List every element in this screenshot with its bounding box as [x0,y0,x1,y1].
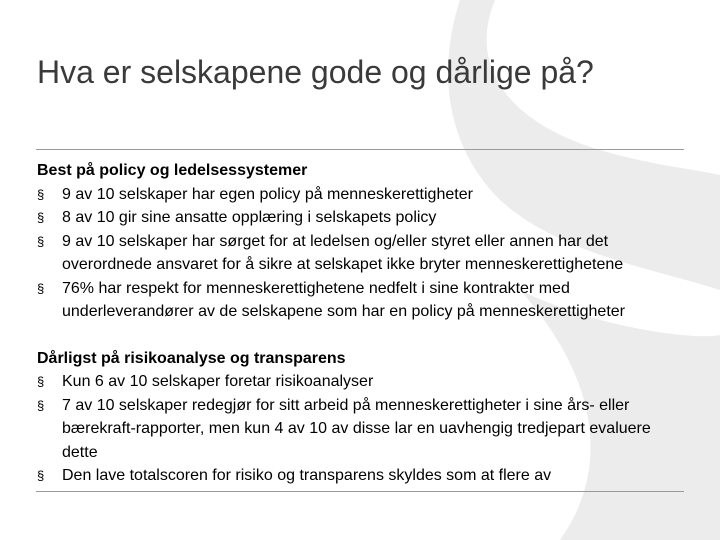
slide-body [37,159,687,488]
list-item: § 8 av 10 gir sine ansatte opplæring i selskapets policy [37,206,687,230]
list-item: § 9 av 10 selskaper har egen policy på menneskerettigheter [37,183,687,207]
best-bullet-list [37,183,687,324]
bullet-marker: § [37,210,45,225]
section-heading-worst: Dårligst på risikoanalyse og transparens [37,349,346,367]
bullet-marker: § [37,233,45,249]
slide-title: Hva er selskapene gode og dårlige på? [37,54,594,90]
footer-divider [36,491,684,492]
section-heading-best: Best på policy og ledelsessystemer [37,162,308,179]
title-divider [36,149,684,150]
bullet-marker: § [37,468,45,483]
bullet-marker: § [37,280,45,296]
list-item: § Den lave totalscoren for risiko og transparens skyldes som at flere av [37,464,687,488]
bullet-marker: § [37,374,45,389]
bullet-marker: § [37,186,45,202]
list-item: § 7 av 10 selskaper redegjør for sitt arbeid på menneskerettigheter i sine års- eller bærekraft-rapporter, men kun 4 av 10 av disse lar en uavhengig tredjepart evaluere dette [37,394,687,465]
worst-bullet-list [37,370,687,488]
list-item: § 76% har respekt for menneskerettighetene nedfelt i sine kontrakter med underleverandører av de selskapene som har en policy på menneskerettigheter [37,277,687,324]
bullet-marker: § [37,397,45,413]
list-item: § 9 av 10 selskaper har sørget for at ledelsen og/eller styret eller annen har det overordnede ansvaret for å sikre at selskapet ikke bryter menneskerettighetene [37,230,687,277]
section-spacer [37,324,687,347]
list-item: § Kun 6 av 10 selskaper foretar risikoanalyser [37,370,687,394]
